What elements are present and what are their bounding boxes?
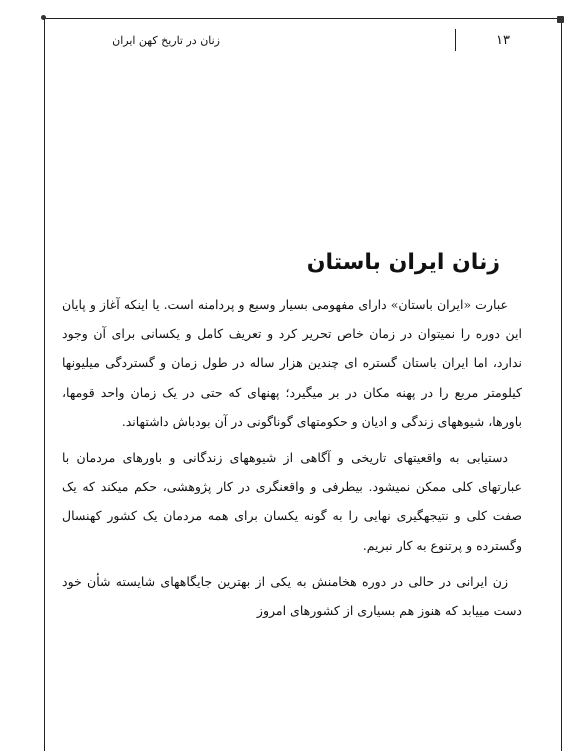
paragraph: عبارت «ایران باستان» دارای مفهومی بسیار وسیع و پردامنه است. یا اینکه آغاز و پایان این دوره را نمیتوان در زمان خاص تحریر کرد و تعریف کامل و یکسانی برای آن وجود ندارد، اما ایران باستان گستره ای چندین هزار ساله در طول زمان و گستردگی میلیونها کیلومتر مربع را در پهنه مکان در بر میگیرد؛ پهنهای که حتی در یک زمان واحد قومها، باورها، شیوههای زندگی و ادیان و حکومتهای گوناگونی در آن بودباش داشتهاند. [62,297,522,429]
page-header [110,33,510,51]
paragraph: دستیابی به واقعیتهای تاریخی و آگاهی از شیوههای زندگانی و باورهای مردمان با عبارتهای کلی ممکن نمیشود. بیطرفی و واقعنگری در کار پژوهشی، حکم میکند که یک صفت کلی و نتیجهگیری نهایی را به گونه یکسان برای همه مردمان یک کشور کهنسال وگسترده و پرتنوع به کار نبریم. [62,450,522,553]
header-separator [455,29,456,51]
page-number: ۱۳ [496,33,510,48]
corner-mark [557,16,564,23]
corner-mark [41,15,46,20]
chapter-title: زنان ایران باستان [306,250,500,275]
body-text [62,290,522,632]
running-title: زنان در تاریخ کهن ایران [112,34,220,47]
paragraph: زن ایرانی در حالی در دوره هخامنش به یکی از بهترین جایگاههای شایسته شأن خود دست مییابد که هنوز هم بسیاری از کشورهای امروز [62,573,522,619]
